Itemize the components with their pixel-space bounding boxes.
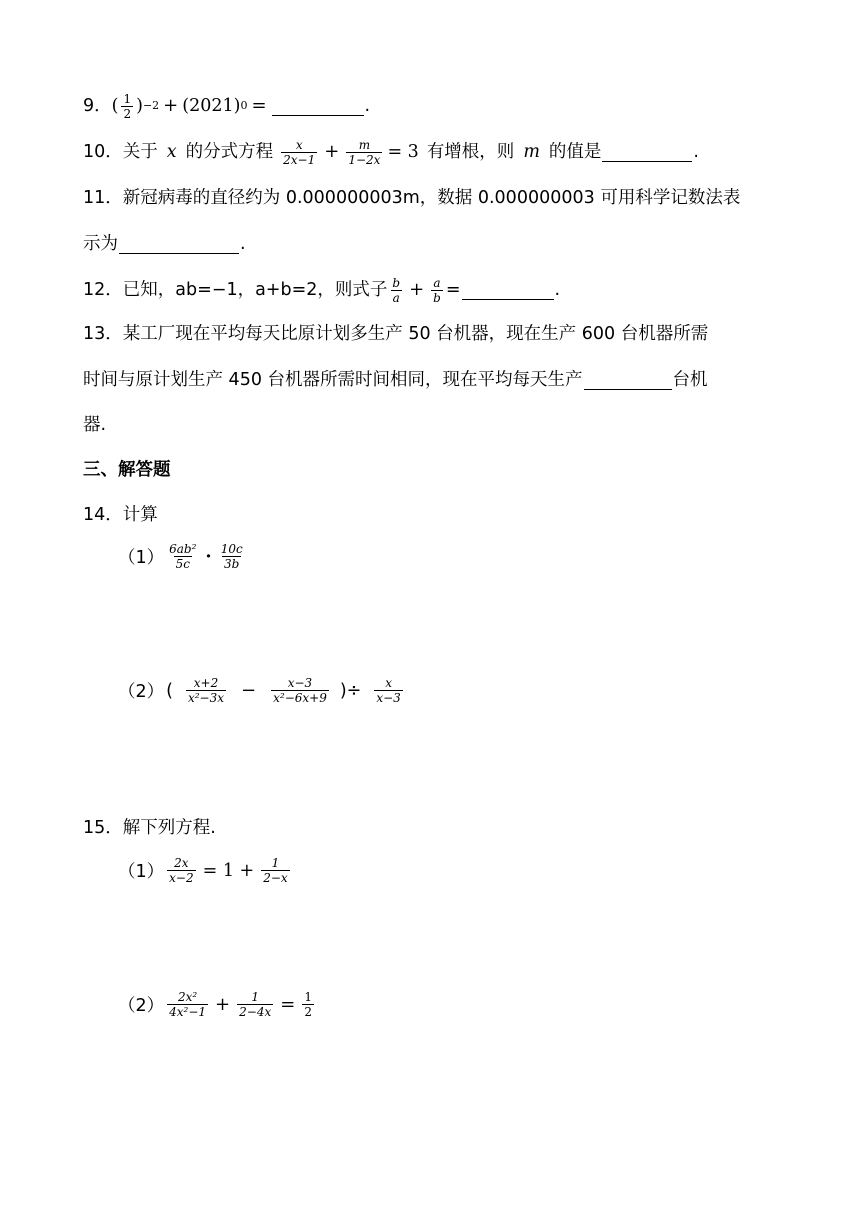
answer-blank[interactable] — [602, 143, 692, 162]
plus-sign: + — [163, 95, 179, 116]
question-9 — [83, 92, 370, 120]
question-title: 解下列方程. — [122, 818, 216, 838]
question-text: 器. — [83, 415, 107, 435]
question-number: 14． — [83, 505, 123, 525]
variable-m: m — [523, 142, 540, 162]
exponent: −2 — [142, 99, 160, 112]
question-number: 9． — [83, 96, 112, 116]
plus-sign: + — [215, 994, 231, 1015]
fraction: $\frac{x}{x-3}$ — [376, 676, 401, 705]
fraction: $\frac{1}{2-4x}$ — [239, 990, 272, 1019]
part-label: （1） — [118, 548, 165, 568]
equals: = — [445, 280, 461, 300]
question-text: 已知，ab=−1，a+b=2，则式子 — [122, 280, 388, 300]
fraction: $\frac{2x}{x-2}$ — [169, 856, 194, 885]
question-13-cont2 — [83, 411, 106, 439]
question-number: 13． — [83, 324, 123, 344]
plus-sign: + — [324, 141, 340, 162]
multiply-dot: · — [205, 546, 212, 567]
question-15 — [83, 814, 216, 842]
fraction: $\frac{x+2}{\text{x²−3x}}$ — [187, 676, 225, 705]
equals: = 3 — [387, 142, 419, 162]
answer-blank[interactable] — [462, 281, 554, 300]
fraction: $\frac{\text{6ab²}}{5c}$ — [169, 542, 197, 571]
section-heading: 三、解答题 — [83, 460, 171, 480]
period: . — [364, 96, 371, 116]
question-14-part-2 — [118, 676, 406, 705]
question-15-part-2 — [118, 990, 317, 1019]
paren-close-divide: )÷ — [339, 680, 362, 701]
part-label: （1） — [118, 862, 165, 882]
paren-close: ) — [136, 96, 143, 116]
question-11 — [83, 184, 740, 212]
question-number: 15． — [83, 818, 123, 838]
question-number: 12． — [83, 280, 123, 300]
question-title: 计算 — [122, 505, 158, 525]
question-number: 10． — [83, 142, 123, 162]
period: . — [693, 142, 699, 162]
question-text: 某工厂现在平均每天比原计划多生产 50 台机器，现在生产 600 台机器所需 — [122, 324, 709, 344]
answer-blank[interactable] — [119, 235, 239, 254]
period: . — [554, 280, 561, 300]
answer-blank[interactable] — [272, 97, 364, 116]
question-14-part-1 — [118, 542, 248, 571]
fraction: $\frac{x}{2x-1}$ — [283, 137, 316, 167]
expression: (2021) — [182, 96, 241, 116]
part-label: （2） — [118, 996, 165, 1016]
fraction-half: $\frac{1}{2}$ — [123, 91, 132, 121]
question-text: 有增根，则 — [426, 142, 515, 162]
question-12 — [83, 276, 560, 304]
fraction: $\frac{1}{2}$ — [304, 990, 312, 1019]
question-text: 关于 — [122, 142, 158, 162]
question-number: 11． — [83, 188, 123, 208]
question-13-cont — [83, 366, 708, 394]
minus-sign: − — [241, 680, 257, 701]
question-11-cont — [83, 230, 246, 258]
question-14 — [83, 501, 158, 529]
fraction: $\frac{10c}{3b}$ — [220, 542, 243, 571]
paren-open: ( — [166, 680, 173, 701]
fraction: $\frac{\text{2x²}}{\text{4x²−1}}$ — [169, 990, 207, 1019]
period: . — [240, 234, 246, 254]
fraction: $\frac{x-3}{\text{x²−6x+9}}$ — [273, 676, 327, 705]
question-15-part-1 — [118, 856, 293, 885]
exponent: 0 — [240, 99, 248, 112]
question-text: 新冠病毒的直径约为 0.000000003m，数据 0.000000003 可用科学记数法表 — [122, 188, 741, 208]
answer-blank[interactable] — [584, 371, 672, 390]
fraction: $\frac{1}{2-x}$ — [263, 856, 288, 885]
equals: = — [280, 994, 296, 1015]
fraction: $\frac{m}{1-2x}$ — [348, 137, 381, 167]
question-text: 的分式方程 — [185, 142, 274, 162]
equals: = 1 + — [202, 860, 255, 881]
question-10 — [83, 138, 699, 166]
paren-open: ( — [111, 96, 119, 116]
question-text: 的值是 — [548, 142, 602, 162]
fraction: $\frac{b}{a}$ — [392, 275, 401, 305]
question-13 — [83, 320, 708, 348]
variable-x: x — [166, 142, 177, 162]
plus-sign: + — [409, 279, 425, 300]
equals-sign: = — [251, 95, 267, 116]
question-text: 时间与原计划生产 450 台机器所需时间相同，现在平均每天生产 — [83, 370, 583, 390]
fraction: $\frac{a}{b}$ — [433, 275, 441, 305]
part-label: （2） — [118, 682, 165, 702]
question-text: 台机 — [672, 370, 708, 390]
question-text: 示为 — [83, 234, 118, 254]
